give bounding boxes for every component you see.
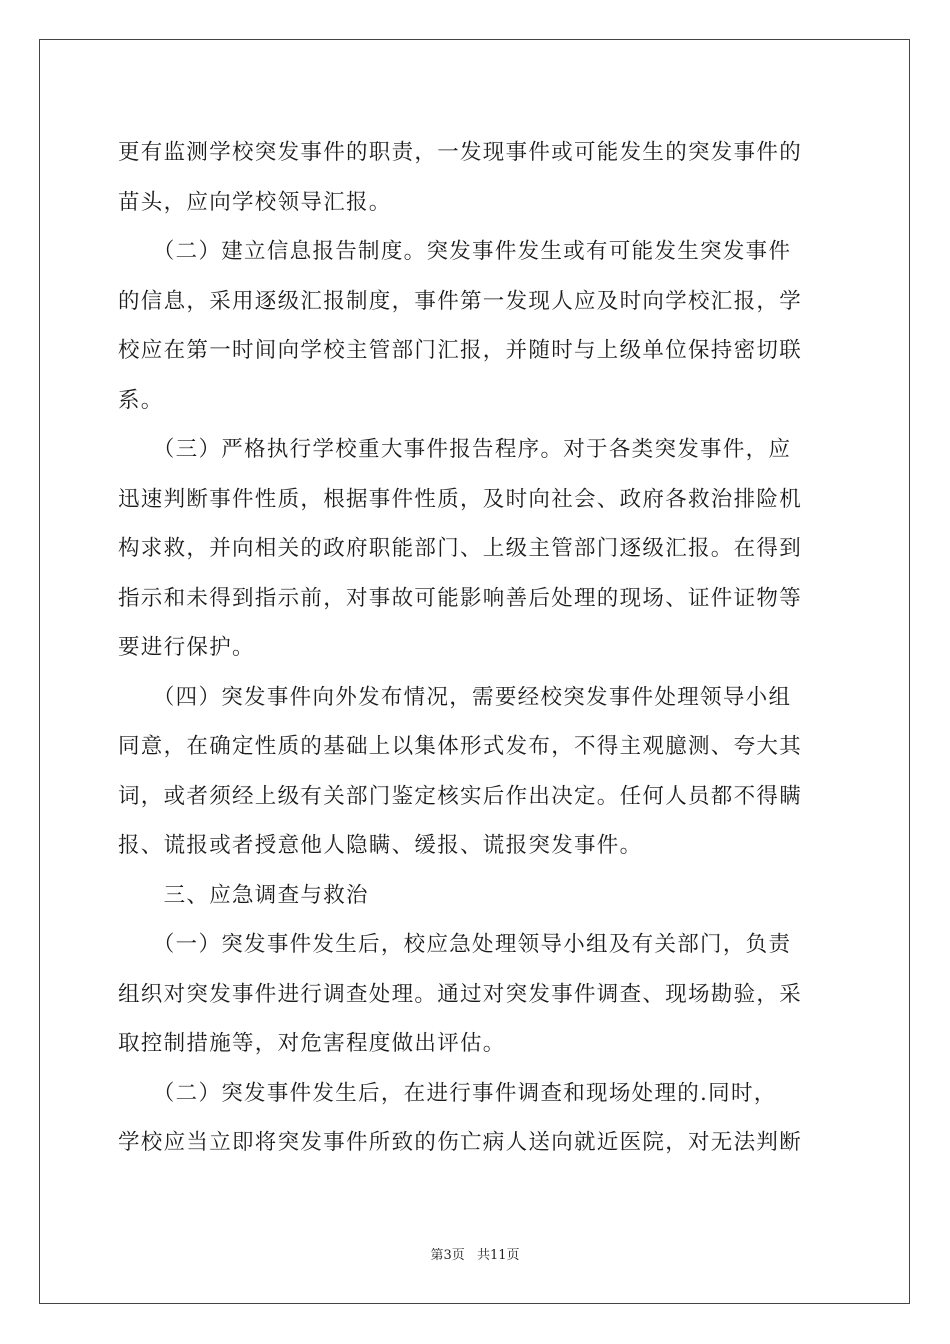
section-heading: 三、应急调查与救治 <box>118 882 369 908</box>
page-footer <box>0 1244 950 1263</box>
text-line: 要进行保护。 <box>118 635 255 660</box>
page-total: 共11页 <box>476 1248 520 1263</box>
text-line: （一）突发事件发生后，校应急处理领导小组及有关部门，负责 <box>118 932 792 957</box>
text-line: 校应在第一时间向学校主管部门汇报，并随时与上级单位保持密切联 <box>118 338 803 363</box>
text-line: 苗头，应向学校领导汇报。 <box>118 189 392 215</box>
text-line: 系。 <box>118 387 164 413</box>
text-line: 的信息，采用逐级汇报制度，事件第一发现人应及时向学校汇报，学 <box>118 288 803 314</box>
text-line: 迅速判断事件性质，根据事件性质，及时向社会、政府各救治排险机 <box>118 486 803 512</box>
text-line: 词，或者须经上级有关部门鉴定核实后作出决定。任何人员都不得瞒 <box>118 783 803 809</box>
text-line: 报、谎报或者授意他人隐瞒、缓报、谎报突发事件。 <box>118 833 643 858</box>
text-line: 学校应当立即将突发事件所致的伤亡病人送向就近医院，对无法判断 <box>118 1130 803 1155</box>
text-line: 同意，在确定性质的基础上以集体形式发布，不得主观臆测、夸大其 <box>118 734 803 759</box>
text-line: 取控制措施等，对危害程度做出评估。 <box>118 1031 506 1056</box>
text-line: （三）严格执行学校重大事件报告程序。对于各类突发事件，应 <box>118 437 792 462</box>
text-line: （二）突发事件发生后，在进行事件调查和现场处理的.同时， <box>118 1080 777 1106</box>
text-line: （二）建立信息报告制度。突发事件发生或有可能发生突发事件 <box>118 239 792 264</box>
text-line: （四）突发事件向外发布情况，需要经校突发事件处理领导小组 <box>118 684 792 710</box>
text-line: 构求救，并向相关的政府职能部门、上级主管部门逐级汇报。在得到 <box>118 536 803 561</box>
text-line: 组织对突发事件进行调查处理。通过对突发事件调查、现场勘验，采 <box>118 981 803 1007</box>
text-line: 更有监测学校突发事件的职责，一发现事件或可能发生的突发事件的 <box>118 140 803 165</box>
document-body <box>118 128 833 1168</box>
text-line: 指示和未得到指示前，对事故可能影响善后处理的现场、证件证物等 <box>118 585 803 611</box>
page-number: 第3页 <box>430 1248 465 1263</box>
